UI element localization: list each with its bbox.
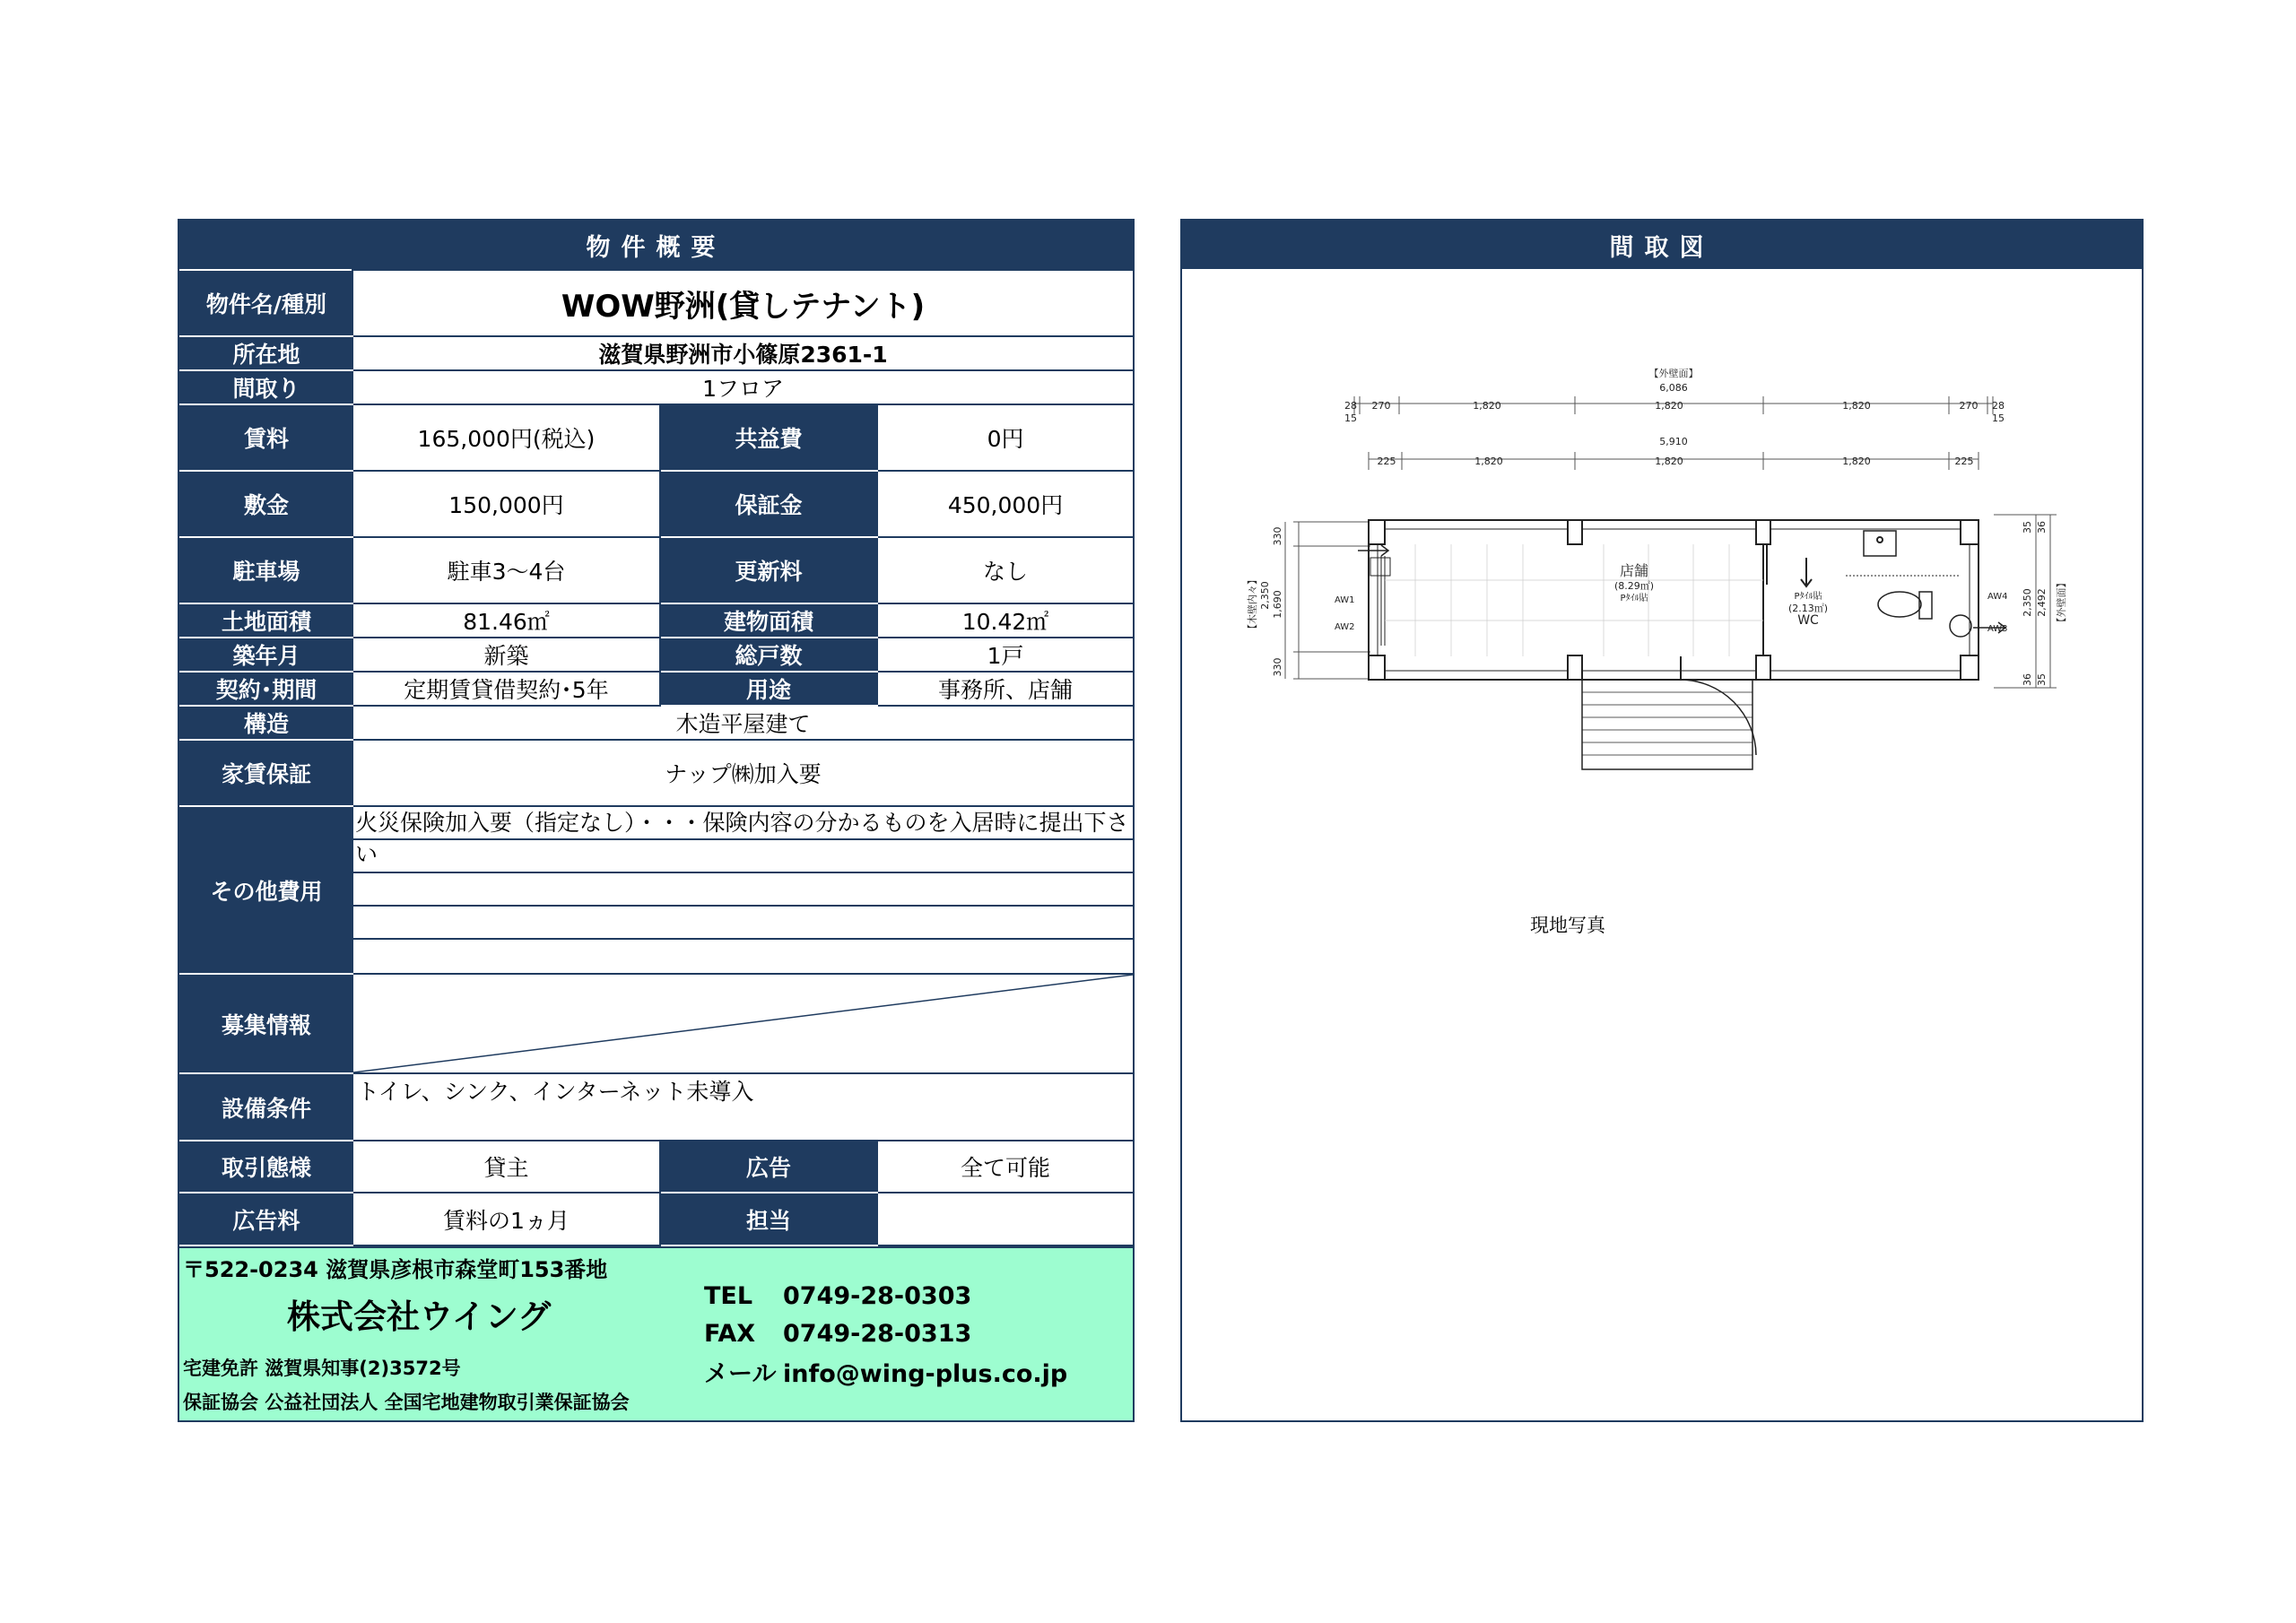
dim-inner-4: 1,820 — [1842, 456, 1871, 467]
guarantee-value: 450,000円 — [877, 471, 1134, 537]
row-deposit — [180, 471, 1134, 537]
common-fee-value: 0円 — [877, 404, 1134, 471]
dim-right-3: 36 — [2022, 673, 2033, 686]
built-value: 新築 — [352, 638, 660, 672]
staff-value — [877, 1193, 1134, 1245]
deposit-value: 150,000円 — [352, 471, 660, 537]
dim-left-bottom: 330 — [1272, 657, 1283, 677]
floor-plan-drawing — [1182, 271, 2142, 952]
structure-value: 木造平屋建て — [352, 706, 1134, 740]
dim-right-label: 【外壁面】 — [2056, 577, 2067, 628]
built-label: 築年月 — [180, 638, 352, 672]
dim-left-label: 【木壁内々】 — [1247, 575, 1258, 634]
common-fee-label: 共益費 — [660, 404, 877, 471]
structure-label: 構造 — [180, 706, 352, 740]
other-costs-lines — [353, 807, 1133, 973]
row-rent — [180, 404, 1134, 471]
parking-value: 駐車3～4台 — [352, 537, 660, 603]
layout-label: 間取り — [180, 370, 352, 404]
dim-inner-3: 1,820 — [1655, 456, 1683, 467]
row-layout — [180, 370, 1134, 404]
other-costs-label: その他費用 — [180, 806, 352, 974]
land-area-label: 土地面積 — [180, 603, 352, 638]
layout-value: 1フロア — [352, 370, 1134, 404]
dim-outer-1: 28 — [1344, 400, 1357, 412]
row-other-costs — [180, 806, 1134, 974]
other-costs-line — [353, 873, 1133, 907]
dim-right-1: 35 — [2022, 521, 2033, 534]
dim-outer-2: 270 — [1371, 400, 1391, 412]
guarantee-label: 保証金 — [660, 471, 877, 537]
equipment-label: 設備条件 — [180, 1073, 352, 1141]
rent-guarantee-value: ナップ㈱加入要 — [352, 740, 1134, 806]
parking-label: 駐車場 — [180, 537, 352, 603]
other-costs-cell — [352, 806, 1134, 974]
dim-outer-5: 1,820 — [1842, 400, 1871, 412]
rent-guarantee-label: 家賃保証 — [180, 740, 352, 806]
dim-right-total: 2,492 — [2036, 588, 2048, 617]
company-info-box — [179, 1246, 1133, 1420]
company-license: 宅建免許 滋賀県知事(2)3572号 — [183, 1358, 461, 1379]
company-mail — [704, 1354, 1067, 1389]
diagonal-line — [353, 975, 1133, 1072]
deposit-label: 敷金 — [180, 471, 352, 537]
outer-wall-label: 【外壁面】 — [1648, 368, 1699, 379]
staff-label: 担当 — [660, 1193, 877, 1245]
ad-fee-value: 賃料の1ヵ月 — [352, 1193, 660, 1245]
row-structure — [180, 706, 1134, 740]
wc-area: (2.13㎡) — [1787, 603, 1829, 614]
row-rent-guarantee — [180, 740, 1134, 806]
location-value: 滋賀県野洲市小篠原2361-1 — [352, 336, 1134, 370]
dim-left-top: 330 — [1272, 526, 1283, 546]
transaction-label: 取引態様 — [180, 1141, 352, 1193]
use-label: 用途 — [660, 672, 877, 706]
transaction-value: 貸主 — [352, 1141, 660, 1193]
row-recruit — [180, 974, 1134, 1073]
inner-total-dim: 5,910 — [1659, 436, 1688, 447]
dim-outer-7: 28 — [1992, 400, 2005, 412]
row-equipment — [180, 1073, 1134, 1141]
dim-outer-small-right: 15 — [1992, 412, 2005, 424]
dim-outer-3: 1,820 — [1473, 400, 1501, 412]
floor-plan-panel — [1180, 219, 2144, 1422]
other-costs-line — [353, 907, 1133, 940]
window-aw4: AW4 — [1987, 592, 2008, 602]
shop-area: (8.29㎡) — [1613, 580, 1655, 592]
dim-outer-6: 270 — [1959, 400, 1979, 412]
company-association: 保証協会 公益社団法人 全国宅地建物取引業保証協会 — [183, 1392, 630, 1413]
overview-table — [179, 269, 1135, 1246]
ad-label: 広告 — [660, 1141, 877, 1193]
company-tel — [704, 1282, 971, 1310]
window-aw2: AW2 — [1335, 622, 1355, 632]
fax-label: FAX — [704, 1320, 756, 1348]
site-photo-label: 現地写真 — [1530, 915, 1605, 936]
dim-inner-2: 1,820 — [1474, 456, 1503, 467]
dim-inner-5: 225 — [1954, 456, 1974, 467]
dim-right-2: 36 — [2036, 521, 2048, 534]
row-built — [180, 638, 1134, 672]
property-name-label: 物件名/種別 — [180, 270, 352, 336]
property-overview-panel — [178, 219, 1135, 1422]
row-ad-fee — [180, 1193, 1134, 1245]
land-area-value: 81.46㎡ — [352, 603, 660, 638]
dim-left-mid: 1,690 — [1272, 590, 1283, 619]
equipment-value: トイレ、シンク、インターネット未導入 — [352, 1073, 1134, 1141]
overview-header: 物件概要 — [179, 221, 1133, 269]
row-contract — [180, 672, 1134, 706]
company-address: 〒522-0234 滋賀県彦根市森堂町153番地 — [183, 1257, 608, 1282]
row-parking — [180, 537, 1134, 603]
renewal-label: 更新料 — [660, 537, 877, 603]
other-costs-line — [353, 940, 1133, 973]
outer-total-dim: 6,086 — [1659, 382, 1688, 394]
location-label: 所在地 — [180, 336, 352, 370]
ad-value: 全て可能 — [877, 1141, 1134, 1193]
building-area-value: 10.42㎡ — [877, 603, 1134, 638]
window-aw3: AW3 — [1987, 624, 2008, 634]
row-transaction — [180, 1141, 1134, 1193]
shop-label: 店舗 — [1619, 562, 1649, 579]
property-name: WOW野洲(貸しテナント) — [352, 270, 1134, 336]
units-label: 総戸数 — [660, 638, 877, 672]
dim-inner-1: 225 — [1377, 456, 1396, 467]
building-area-label: 建物面積 — [660, 603, 877, 638]
dim-outer-small-left: 15 — [1344, 412, 1357, 424]
dim-outer-4: 1,820 — [1655, 400, 1683, 412]
ad-fee-label: 広告料 — [180, 1193, 352, 1245]
wc-floor: Pﾀｲﾙ貼 — [1794, 592, 1822, 602]
mail-address: info@wing-plus.co.jp — [783, 1360, 1068, 1388]
rent-label: 賃料 — [180, 404, 352, 471]
window-aw1: AW1 — [1335, 595, 1355, 605]
wc-label: WC — [1797, 613, 1819, 628]
shop-floor: Pﾀｲﾙ貼 — [1620, 594, 1648, 603]
row-area — [180, 603, 1134, 638]
recruit-label: 募集情報 — [180, 974, 352, 1073]
units-value: 1戸 — [877, 638, 1134, 672]
row-location — [180, 336, 1134, 370]
company-name: 株式会社ウイング — [287, 1298, 552, 1336]
plan-header: 間取図 — [1182, 221, 2142, 269]
tel-label: TEL — [704, 1282, 753, 1310]
mail-label: メール — [704, 1360, 777, 1388]
tel-number: 0749-28-0303 — [783, 1282, 972, 1310]
dim-right-inner: 2,350 — [2022, 588, 2033, 617]
use-value: 事務所、店舗 — [877, 672, 1134, 706]
other-costs-line: 火災保険加入要（指定なし）・・・保険内容の分かるものを入居時に提出下さい — [353, 807, 1133, 840]
dim-right-4: 35 — [2036, 673, 2048, 686]
contract-label: 契約･期間 — [180, 672, 352, 706]
fax-number: 0749-28-0313 — [783, 1320, 972, 1348]
contract-value: 定期賃貸借契約･5年 — [352, 672, 660, 706]
renewal-value: なし — [877, 537, 1134, 603]
dim-left-total: 2,350 — [1259, 581, 1271, 610]
rent-value: 165,000円(税込) — [352, 404, 660, 471]
company-fax — [704, 1320, 971, 1348]
row-property-name — [180, 270, 1134, 336]
recruit-empty-cell — [352, 974, 1134, 1073]
other-costs-line — [353, 840, 1133, 873]
